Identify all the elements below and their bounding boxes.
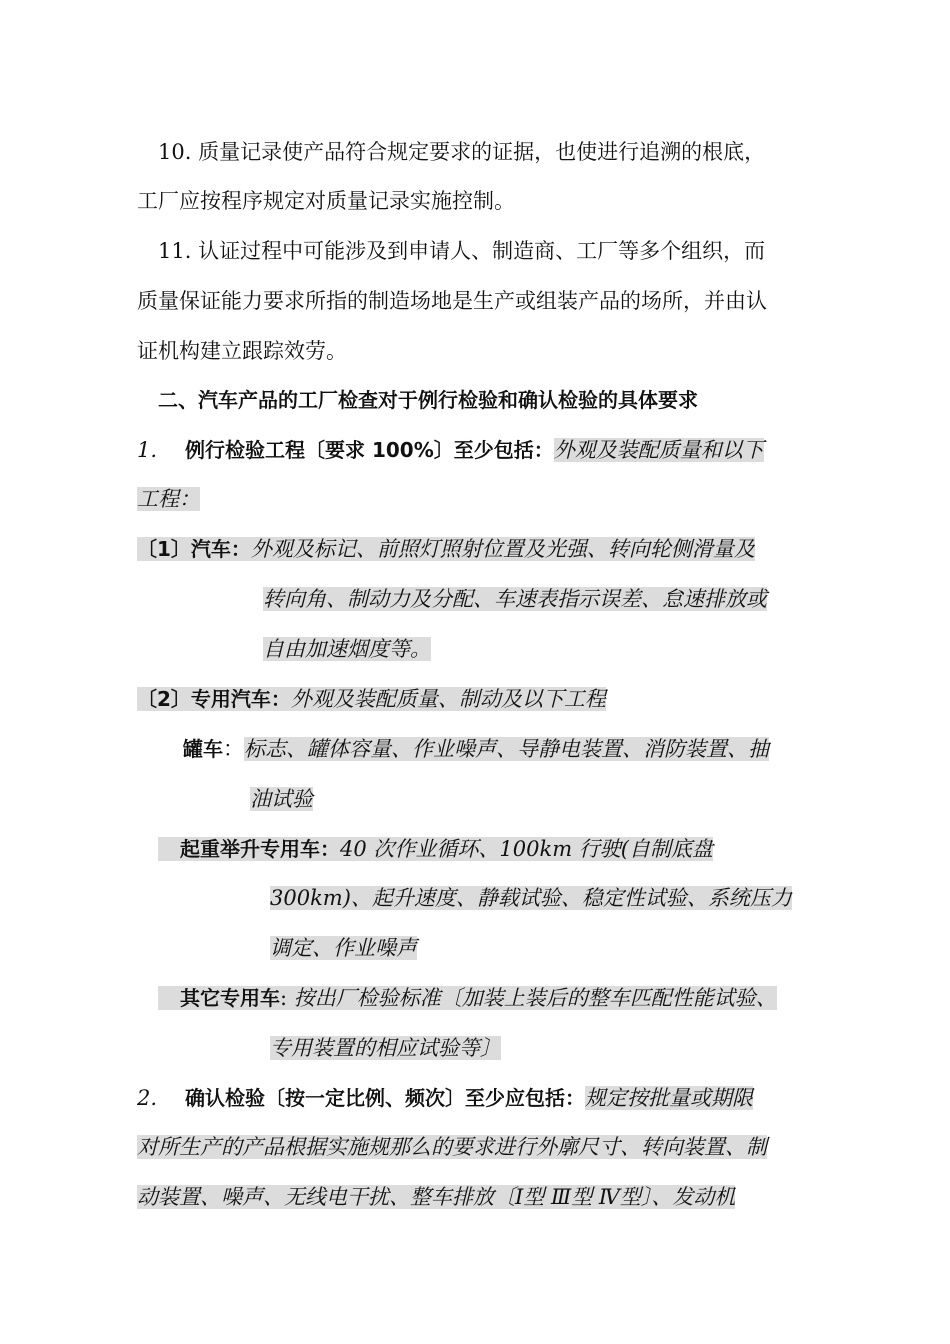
item-2-number: 2. [137,1086,158,1110]
item-1-text: 外观及装配质量和以下 [553,438,764,462]
sub-1-line-3: 自由加速烟度等。 [263,637,431,661]
item-2-line-1 [137,1083,753,1113]
sub-2-label: 〔2〕专用汽车： [137,687,291,711]
item-2-line-2: 对所生产的产品根据实施规那么的要求进行外廓尺寸、转向装置、制 [137,1135,767,1159]
item-1-number: 1. [137,438,158,462]
section-heading: 二、汽车产品的工厂检查对于例行检验和确认检验的具体要求 [158,388,698,412]
tank-text: 标志、罐体容量、作业噪声、导静电装置、消防装置、抽 [244,737,769,761]
other-text: 按出厂检验标准〔加装上装后的整车匹配性能试验、 [293,986,777,1010]
paragraph-10-line-1: 10. 质量记录使产品符合规定要求的证据，也使进行追溯的根底， [158,140,766,164]
crane-line-2: 300km)、起升速度、静载试验、稳定性试验、系统压力 [270,886,792,910]
other-line-1 [158,983,777,1013]
sub-2-text: 外观及装配质量、制动及以下工程 [290,687,606,711]
sub-1-text: 外观及标记、前照灯照射位置及光强、转向轮侧滑量及 [250,537,755,561]
item-1-colon: ： [533,438,554,462]
item-2-text: 规定按批量或期限 [585,1086,753,1110]
sub-1-line-1 [137,534,755,564]
other-line-2: 专用装置的相应试验等〕 [270,1036,501,1060]
other-colon: : [280,986,294,1010]
paragraph-11-line-3: 证机构建立跟踪效劳。 [137,339,347,363]
sub-1-label: 〔1〕汽车： [137,537,251,561]
paragraph-11-line-1: 11. 认证过程中可能涉及到申请人、制造商、工厂等多个组织，而 [158,239,766,263]
tank-line-1 [183,734,769,764]
crane-line-1 [158,834,713,864]
sub-1-line-2: 转向角、制动力及分配、车速表指示误差、怠速排放或 [263,587,767,611]
other-label: 其它专用车 [158,986,280,1010]
paragraph-11-line-2: 质量保证能力要求所指的制造场地是生产或组装产品的场所，并由认 [137,289,767,313]
paragraph-10-line-2: 工厂应按程序规定对质量记录实施控制。 [137,189,515,213]
item-2-label: 确认检验〔按一定比例、频次〕至少应包括： [185,1086,585,1110]
item-1-label: 例行检验工程〔要求 100%〕至少包括 [185,438,534,462]
item-1-line-1 [137,435,764,465]
tank-line-2: 油试验 [250,787,313,811]
tank-label: 罐车 [183,737,223,761]
tank-colon: ： [223,737,244,761]
crane-line-3: 调定、作业噪声 [270,936,417,960]
crane-label: 起重举升专用车： [158,837,340,861]
crane-text: 40 次作业循环、100km 行驶(自制底盘 [340,837,713,861]
item-2-line-3: 动装置、噪声、无线电干扰、整车排放〔Ⅰ型 Ⅲ型 Ⅳ型〕、发动机 [137,1185,736,1209]
item-1-line-2: 工程： [137,487,200,511]
sub-2-line-1 [137,684,606,714]
